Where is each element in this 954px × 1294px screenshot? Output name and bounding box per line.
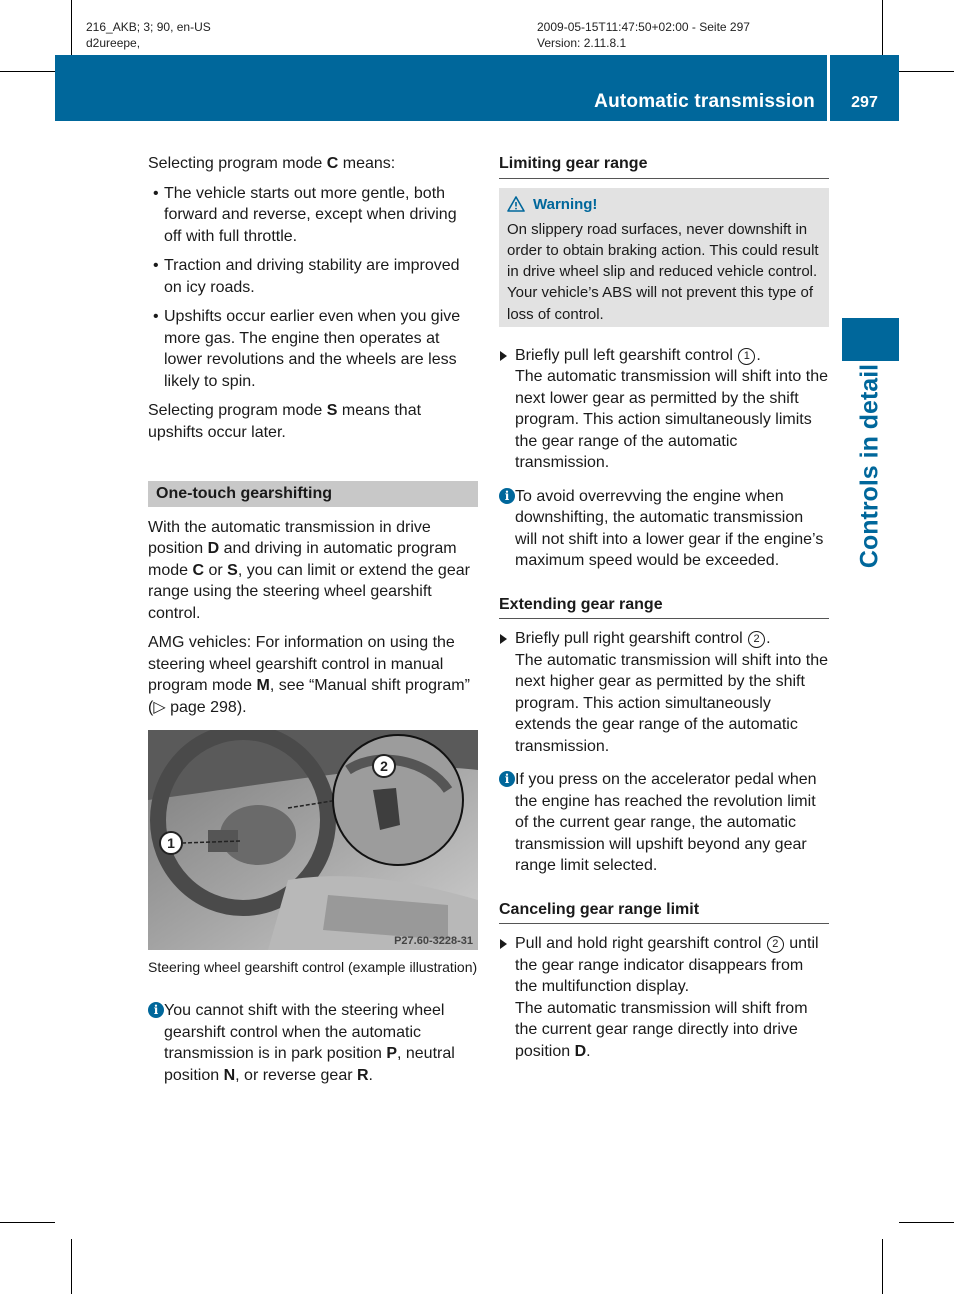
text: D bbox=[207, 540, 220, 557]
page-number: 297 bbox=[851, 94, 878, 111]
instruction-step bbox=[499, 933, 829, 1062]
text: S bbox=[326, 402, 338, 419]
text: Briefly pull right gearshift control bbox=[515, 630, 748, 648]
list-item-text: The vehicle starts out more gentle, both forward and reverse, except when driving off with full throttle. bbox=[164, 184, 457, 245]
paragraph bbox=[148, 400, 478, 443]
text: AMG vehicles: For information on using the steering wheel gearshift control in manual program mode bbox=[148, 634, 455, 694]
text: . bbox=[766, 630, 771, 648]
step-arrow-icon bbox=[500, 939, 507, 949]
section-heading: One-touch gearshifting bbox=[148, 481, 478, 507]
info-note bbox=[499, 486, 829, 572]
callout-label-2: 2 bbox=[380, 758, 388, 774]
step-result: The automatic transmission will shift into the next lower gear as permitted by the shift program. This action simultaneously limits the gear range of the automatic transmission. bbox=[515, 368, 829, 472]
text: , neutral position bbox=[164, 1045, 455, 1084]
meta-line: d2ureepe, bbox=[86, 36, 141, 50]
text: Pull and hold right gearshift control bbox=[515, 935, 766, 953]
page-ref-link[interactable]: page 298). bbox=[165, 698, 247, 716]
crop-mark bbox=[882, 1239, 883, 1294]
warning-box bbox=[499, 188, 829, 327]
step-arrow-icon bbox=[500, 351, 507, 361]
text: N bbox=[223, 1066, 236, 1084]
heading-limiting-gear-range: Limiting gear range bbox=[499, 153, 829, 179]
steering-wheel-illustration bbox=[148, 730, 478, 950]
text: You cannot shift with the steering wheel gearshift control when the automatic transmission is in park position bbox=[164, 1002, 445, 1062]
crop-mark bbox=[899, 71, 954, 72]
right-column bbox=[499, 153, 829, 1074]
header-bar bbox=[55, 55, 827, 121]
print-meta-left bbox=[86, 19, 211, 51]
instruction-step bbox=[499, 628, 829, 757]
callout-number-icon: 1 bbox=[738, 348, 755, 365]
text: M bbox=[256, 677, 270, 694]
heading-canceling-gear-range-limit: Canceling gear range limit bbox=[499, 899, 829, 925]
text: Briefly pull left gearshift control bbox=[515, 346, 738, 364]
callout-number-icon: 2 bbox=[767, 936, 784, 953]
info-text: To avoid overrevving the engine when downshifting, the automatic transmission will not shift into a lower gear if the engine’s maximum speed would be exceeded. bbox=[515, 487, 824, 570]
bullet-icon: • bbox=[153, 184, 159, 202]
side-tab-label: Controls in detail bbox=[855, 363, 884, 569]
crop-mark bbox=[899, 1222, 954, 1223]
list-item bbox=[148, 183, 478, 248]
step-arrow-icon bbox=[500, 634, 507, 644]
step-result: The automatic transmission will shift into the next higher gear as permitted by the shift program. This action simultaneously extends the gear range of the automatic transmission. bbox=[515, 651, 829, 755]
image-caption: Steering wheel gearshift control (example illustration) bbox=[148, 959, 478, 975]
meta-line: Version: 2.11.8.1 bbox=[537, 36, 627, 50]
list-item-text: Upshifts occur earlier even when you give more gas. The engine then operates at lower revolutions and the wheels are less likely to spin. bbox=[164, 308, 461, 390]
heading-extending-gear-range: Extending gear range bbox=[499, 594, 829, 620]
text: until the gear range indicator disappears from the multifunction display. bbox=[515, 935, 819, 996]
crop-mark bbox=[0, 1222, 55, 1223]
text: . bbox=[368, 1066, 373, 1084]
text: Selecting program mode bbox=[148, 402, 327, 419]
bullet-icon: • bbox=[153, 308, 159, 325]
side-tab-marker bbox=[842, 318, 899, 361]
text: Selecting program mode bbox=[148, 155, 327, 172]
list-item bbox=[148, 255, 478, 298]
callout-number-icon: 2 bbox=[748, 631, 765, 648]
info-icon: i bbox=[499, 488, 515, 504]
info-text: If you press on the accelerator pedal when the engine has reached the revolution limit of the current gear range, the automatic transmission will upshift beyond any gear range limit selected. bbox=[515, 771, 817, 875]
text: P bbox=[386, 1045, 397, 1062]
info-note bbox=[148, 1000, 478, 1086]
callout-label-1: 1 bbox=[167, 835, 175, 851]
meta-line: 2009-05-15T11:47:50+02:00 - Seite 297 bbox=[537, 20, 750, 34]
step-result: The automatic transmission will shift from the current gear range directly into drive position bbox=[515, 999, 808, 1060]
text: means: bbox=[338, 155, 396, 172]
meta-line: 216_AKB; 3; 90, en-US bbox=[86, 20, 211, 34]
text: R bbox=[356, 1066, 369, 1084]
text: . bbox=[756, 346, 761, 364]
warning-triangle-icon bbox=[507, 196, 525, 212]
warning-title-row bbox=[507, 194, 821, 215]
paragraph bbox=[148, 632, 478, 718]
instruction-step bbox=[499, 345, 829, 474]
text: , you can limit or extend the gear range using the steering wheel gearshift control. bbox=[148, 561, 470, 622]
text: C bbox=[192, 561, 205, 579]
crop-mark bbox=[0, 71, 55, 72]
text: and driving in automatic program mode bbox=[148, 540, 457, 579]
list-item bbox=[148, 306, 478, 392]
left-column bbox=[148, 153, 478, 1100]
text: or bbox=[204, 561, 228, 579]
page-number-box bbox=[830, 55, 899, 121]
bullet-icon: • bbox=[153, 257, 159, 274]
warning-text: On slippery road surfaces, never downshift in order to obtain braking action. This could result in drive wheel slip and reduced vehicle control. Your vehicle’s ABS will not prevent this type of loss of control. bbox=[507, 220, 819, 323]
info-note bbox=[499, 769, 829, 877]
warning-title: Warning! bbox=[533, 195, 598, 213]
text: , or reverse gear bbox=[235, 1066, 357, 1084]
crop-mark bbox=[882, 0, 883, 55]
zoom-circle bbox=[333, 735, 463, 865]
text: means that upshifts occur later. bbox=[148, 402, 422, 441]
list-item-text: Traction and driving stability are improved on icy roads. bbox=[164, 257, 460, 296]
image-code: P27.60-3228-31 bbox=[394, 935, 473, 947]
text: , see “Manual shift program” ( bbox=[148, 677, 470, 716]
page-ref-arrow-icon: ▷ bbox=[153, 698, 166, 716]
paragraph bbox=[148, 153, 478, 175]
text: C bbox=[326, 155, 339, 172]
section-title: Automatic transmission bbox=[594, 91, 815, 112]
text: With the automatic transmission in drive position bbox=[148, 518, 431, 557]
info-icon: i bbox=[148, 1002, 164, 1018]
crop-mark bbox=[71, 1239, 72, 1294]
text: . bbox=[586, 1042, 591, 1060]
paragraph bbox=[148, 517, 478, 625]
crop-mark bbox=[71, 0, 72, 55]
text: S bbox=[227, 561, 238, 579]
print-meta-right bbox=[537, 19, 750, 51]
info-icon: i bbox=[499, 771, 515, 787]
text: D bbox=[574, 1042, 587, 1060]
